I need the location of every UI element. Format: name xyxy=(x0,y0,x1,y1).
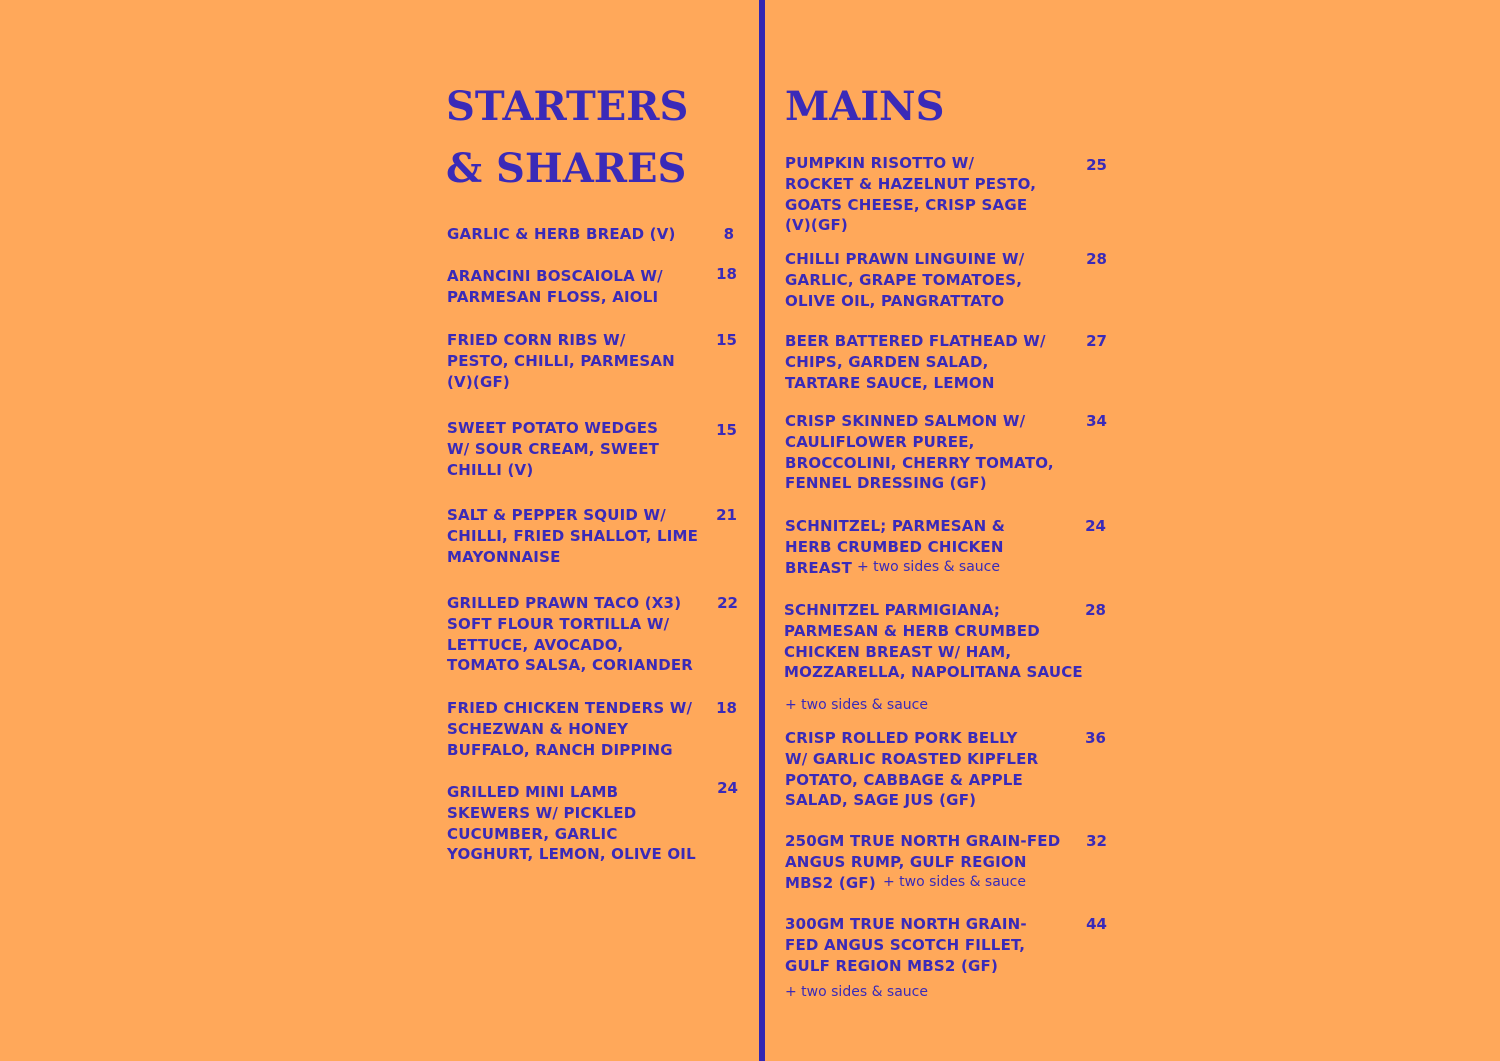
item-price: 15 xyxy=(716,421,737,439)
item-name: SALT & PEPPER SQUID W/ CHILLI, FRIED SHALLOT, LIME MAYONNAISE xyxy=(447,506,699,566)
item-name: SWEET POTATO WEDGES W/ SOUR CREAM, SWEET CHILLI (V) xyxy=(447,419,660,479)
item-price: 15 xyxy=(716,331,737,349)
item-price: 18 xyxy=(716,265,737,283)
starter-item xyxy=(447,224,676,245)
item-price: 44 xyxy=(1086,915,1107,933)
item-price: 34 xyxy=(1086,412,1107,430)
item-name: CRISP SKINNED SALMON W/ CAULIFLOWER PUREE, BROCCOLINI, CHERRY TOMATO, FENNEL DRESSING (GF) xyxy=(785,412,1054,493)
item-price: 28 xyxy=(1085,601,1106,619)
item-name: CRISP ROLLED PORK BELLY W/ GARLIC ROASTED KIPFLER POTATO, CABBAGE & APPLE SALAD, SAGE JUS (GF) xyxy=(785,729,1039,810)
main-item xyxy=(785,153,1036,236)
item-price: 28 xyxy=(1086,250,1107,268)
starters-heading-line1: STARTERS xyxy=(446,83,689,130)
item-price: 21 xyxy=(716,506,737,524)
item-name: FRIED CORN RIBS W/ PESTO, CHILLI, PARMESAN (V)(GF) xyxy=(447,331,675,391)
item-price: 18 xyxy=(716,699,737,717)
starter-item xyxy=(447,593,693,676)
main-item xyxy=(785,331,1046,393)
mains-heading: MAINS xyxy=(785,83,945,130)
item-name: GARLIC & HERB BREAD (V) xyxy=(447,225,676,243)
item-price: 22 xyxy=(717,594,738,612)
item-price: 32 xyxy=(1086,832,1107,850)
item-name: CHILLI PRAWN LINGUINE W/ GARLIC, GRAPE TOMATOES, OLIVE OIL, PANGRATTATO xyxy=(785,250,1025,310)
item-name: 250GM TRUE NORTH GRAIN-FED ANGUS RUMP, GULF REGION MBS2 (GF) xyxy=(785,832,1061,892)
starter-item xyxy=(447,418,659,480)
item-name: 300GM TRUE NORTH GRAIN- FED ANGUS SCOTCH FILLET, GULF REGION MBS2 (GF) xyxy=(785,915,1027,975)
starter-item xyxy=(447,698,692,760)
starter-item xyxy=(447,266,663,308)
item-name: ARANCINI BOSCAIOLA W/ PARMESAN FLOSS, AIOLI xyxy=(447,267,663,306)
starter-item xyxy=(447,782,696,865)
main-item xyxy=(785,411,1054,494)
item-name: BEER BATTERED FLATHEAD W/ CHIPS, GARDEN SALAD, TARTARE SAUCE, LEMON xyxy=(785,332,1046,392)
item-name: GRILLED MINI LAMB SKEWERS W/ PICKLED CUCUMBER, GARLIC YOGHURT, LEMON, OLIVE OIL xyxy=(447,783,696,864)
starter-item xyxy=(447,330,675,392)
item-name: GRILLED PRAWN TACO (X3) SOFT FLOUR TORTILLA W/ LETTUCE, AVOCADO, TOMATO SALSA, CORIANDER xyxy=(447,594,694,675)
item-price: 24 xyxy=(1085,517,1106,535)
starter-item xyxy=(447,505,698,567)
item-sides-note: + two sides & sauce xyxy=(785,984,928,1000)
item-sides-note: + two sides & sauce xyxy=(785,697,928,713)
main-item xyxy=(785,914,1027,976)
starters-heading-line2: & SHARES xyxy=(446,145,687,192)
item-price: 36 xyxy=(1085,729,1106,747)
item-name: SCHNITZEL PARMIGIANA; PARMESAN & HERB CRUMBED CHICKEN BREAST W/ HAM, MOZZARELLA, NAPOLITANA SAUCE xyxy=(784,601,1083,682)
main-item xyxy=(785,249,1024,311)
item-name: SCHNITZEL; PARMESAN & HERB CRUMBED CHICKEN BREAST xyxy=(785,517,1006,577)
item-name: FRIED CHICKEN TENDERS W/ SCHEZWAN & HONEY BUFFALO, RANCH DIPPING xyxy=(447,699,693,759)
item-price: 24 xyxy=(717,779,738,797)
item-sides-note: + two sides & sauce xyxy=(883,874,1026,890)
item-sides-note: + two sides & sauce xyxy=(857,559,1000,575)
main-item xyxy=(785,728,1038,811)
column-divider xyxy=(759,0,765,1061)
item-name: PUMPKIN RISOTTO W/ ROCKET & HAZELNUT PESTO, GOATS CHEESE, CRISP SAGE (V)(GF) xyxy=(785,154,1037,235)
item-price: 27 xyxy=(1086,332,1107,350)
item-price: 8 xyxy=(723,225,734,243)
item-price: 25 xyxy=(1086,156,1107,174)
main-item xyxy=(784,600,1083,683)
